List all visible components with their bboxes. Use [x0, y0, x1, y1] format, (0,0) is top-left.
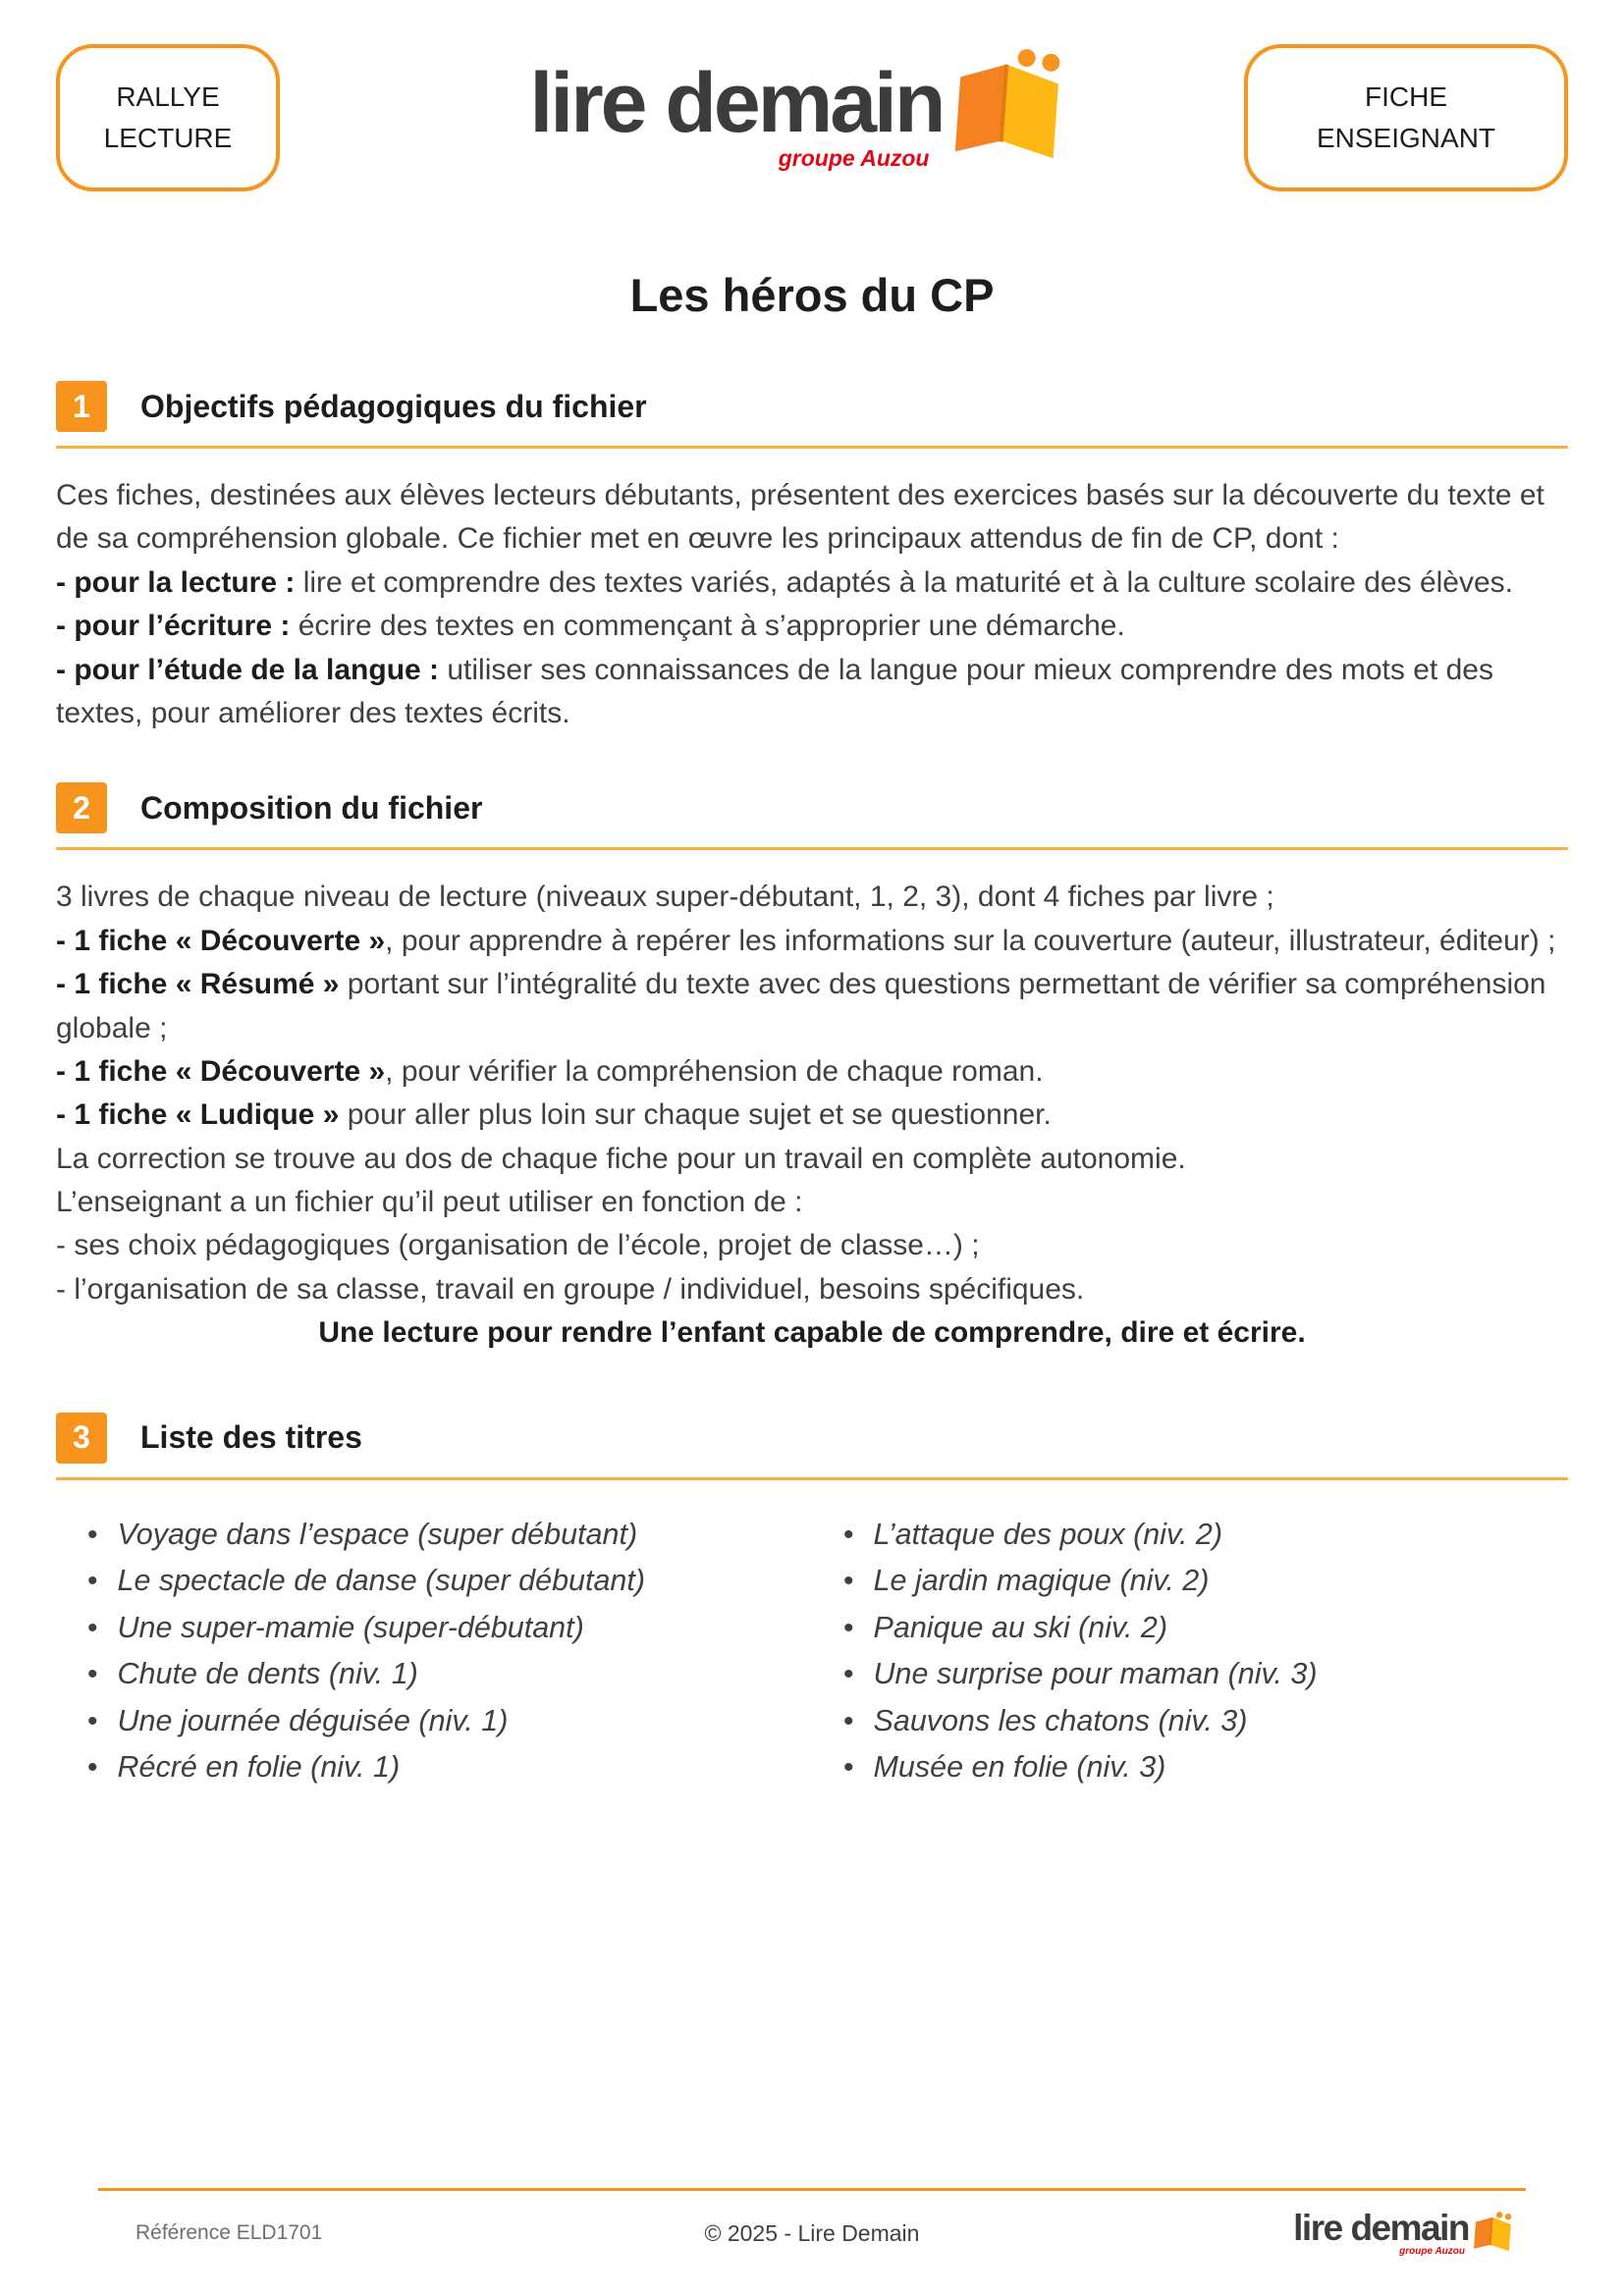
section-composition [0, 782, 1624, 1355]
title-item: • Chute de dents (niv. 1) [87, 1651, 812, 1698]
footer-logo-text [1293, 2210, 1469, 2257]
title-item: • Le spectacle de danse (super débutant) [87, 1558, 812, 1605]
title-item: • Récré en folie (niv. 1) [87, 1744, 812, 1791]
body-paragraph: L’enseignant a un fichier qu’il peut utiliser en fonction de : [56, 1186, 803, 1219]
bullet-lead: - 1 fiche « Résumé » [56, 968, 340, 1001]
section-liste-titres [0, 1413, 1624, 1791]
badge-right-line2: ENSEIGNANT [1316, 123, 1496, 153]
page-title: Les héros du CP [629, 269, 995, 321]
title-item: • Le jardin magique (niv. 2) [843, 1558, 1568, 1605]
section-3-number-badge: 3 [56, 1413, 107, 1464]
highlight-sentence: Une lecture pour rendre l’enfant capable de comprendre, dire et écrire. [318, 1316, 1306, 1350]
section-2-band [56, 782, 1568, 850]
bullet-line: - pour la lecture : lire et comprendre des textes variés, adaptés à la maturité et à la culture scolaire des élèves. [56, 565, 1513, 599]
bullet-line: - 1 fiche « Découverte », pour vérifier la compréhension de chaque roman. [56, 1054, 1044, 1088]
title-item: • Une journée déguisée (niv. 1) [87, 1698, 812, 1745]
titles-list-left [56, 1512, 812, 1791]
badge-left-line1: RALLYE [116, 81, 220, 112]
badge-left-line2: LECTURE [103, 123, 233, 153]
footer-logo-wordmark: lire demain [1293, 2208, 1469, 2248]
section-1-number-badge: 1 [56, 381, 107, 432]
section-objectifs [0, 381, 1624, 735]
bullet-lead: - pour l’étude de la langue : [56, 653, 440, 686]
header [0, 0, 1624, 211]
section-2-body [56, 876, 1568, 1355]
body-paragraph: - ses choix pédagogiques (organisation de l’école, projet de classe…) ; [56, 1229, 980, 1262]
bullet-lead: - 1 fiche « Découverte » [56, 1054, 386, 1088]
section-3-heading: Liste des titres [140, 1419, 362, 1456]
bullet-line: - pour l’étude de la langue : utiliser ses connaissances de la langue pour mieux comprendre des mots et des textes, pour améliorer des textes écrits. [56, 653, 1493, 729]
bullet-lead: - 1 fiche « Découverte » [56, 924, 386, 957]
logo-subtext: groupe Auzou [778, 145, 930, 171]
footer [0, 2188, 1624, 2296]
section-3-band [56, 1413, 1568, 1480]
logo [529, 39, 1072, 172]
titles-columns [56, 1512, 1568, 1791]
section-2-heading: Composition du fichier [140, 789, 483, 826]
title-item: • L’attaque des poux (niv. 2) [843, 1512, 1568, 1559]
section-1-band [56, 381, 1568, 449]
footer-logo [1293, 2210, 1526, 2257]
body-paragraph: - l’organisation de sa classe, travail en groupe / individuel, besoins spécifiques. [56, 1272, 1085, 1306]
title-item: • Musée en folie (niv. 3) [843, 1744, 1568, 1791]
logo-wordmark: lire demain [529, 56, 944, 150]
bullet-lead: - 1 fiche « Ludique » [56, 1098, 340, 1132]
bullet-line: - pour l’écriture : écrire des textes en commençant à s’approprier une démarche. [56, 610, 1125, 643]
footer-rule [98, 2188, 1526, 2191]
body-paragraph: Ces fiches, destinées aux élèves lecteurs débutants, présentent des exercices basés sur la découverte du texte et de sa compréhension globale. Ce fichier met en œuvre les principaux attendus de fin de CP, dont : [56, 479, 1544, 556]
title-item: • Une surprise pour maman (niv. 3) [843, 1651, 1568, 1698]
title-item: • Sauvons les chatons (niv. 3) [843, 1698, 1568, 1745]
title-item: • Panique au ski (niv. 2) [843, 1605, 1568, 1652]
bullet-line: - 1 fiche « Résumé » portant sur l’intégralité du texte avec des questions permettant de vérifier sa compréhension globale ; [56, 968, 1546, 1044]
logo-text [529, 56, 944, 172]
section-1-heading: Objectifs pédagogiques du fichier [140, 388, 647, 424]
footer-row [98, 2210, 1526, 2257]
footer-copyright: © 2025 - Lire Demain [704, 2219, 920, 2246]
section-1-body [56, 474, 1568, 735]
bullet-line: - 1 fiche « Découverte », pour apprendre à repérer les informations sur la couverture (auteur, illustrateur, éditeur) ; [56, 924, 1556, 957]
footer-logo-subtext: groupe Auzou [1399, 2246, 1465, 2257]
badge-right-line1: FICHE [1365, 81, 1447, 112]
body-paragraph: 3 livres de chaque niveau de lecture (niveaux super-débutant, 1, 2, 3), dont 4 fiches par livre ; [56, 881, 1274, 914]
bullet-lead: - pour la lecture : [56, 565, 296, 599]
open-book-icon [1470, 2208, 1518, 2254]
open-book-icon [944, 41, 1077, 166]
badge-fiche-enseignant [1244, 44, 1568, 191]
bullet-line: - 1 fiche « Ludique » pour aller plus loin sur chaque sujet et se questionner. [56, 1098, 1052, 1132]
title-item: • Voyage dans l’espace (super débutant) [87, 1512, 812, 1559]
bullet-lead: - pour l’écriture : [56, 610, 291, 643]
badge-rallye-lecture [56, 44, 280, 191]
title-item: • Une super-mamie (super-débutant) [87, 1605, 812, 1652]
section-2-number-badge: 2 [56, 782, 107, 833]
footer-reference: Référence ELD1701 [135, 2221, 323, 2244]
titles-list-right [812, 1512, 1568, 1791]
body-paragraph: La correction se trouve au dos de chaque fiche pour un travail en complète autonomie. [56, 1142, 1186, 1175]
